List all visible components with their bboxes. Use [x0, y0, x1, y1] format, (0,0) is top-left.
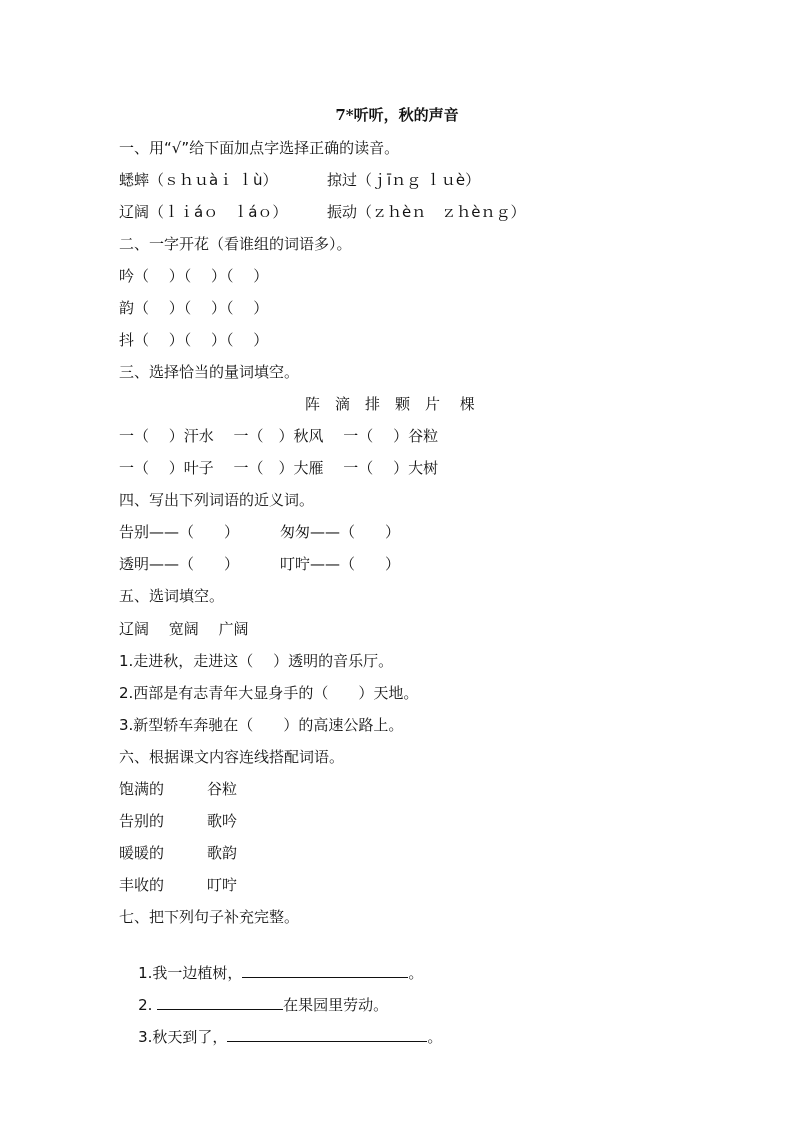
- page-title: 7*听听，秋的声音: [335, 106, 459, 124]
- s6-right-1: 谷粒: [207, 780, 238, 798]
- s1-item-2a: 辽阔（ｌｉáｏ ｌáｏ）: [119, 203, 288, 221]
- s5-question-1: 1.走进秋，走进这（ ）透明的音乐厅。: [119, 652, 394, 670]
- s5-question-3: 3.新型轿车奔驰在（ ）的高速公路上。: [119, 716, 404, 734]
- s4-item-1a: 告别——（ ）: [119, 523, 240, 541]
- section3-heading: 三、选择恰当的量词填空。: [119, 363, 300, 381]
- s4-item-1b: 匆匆——（ ）: [280, 523, 401, 541]
- section7-heading: 七、把下列句子补充完整。: [119, 908, 300, 926]
- s7-q1-suffix: 。: [408, 964, 424, 982]
- s4-item-2b: 叮咛——（ ）: [280, 555, 401, 573]
- s6-right-3: 歌韵: [207, 844, 238, 862]
- s4-item-2a: 透明——（ ）: [119, 555, 240, 573]
- s7-q3-suffix: 。: [427, 1028, 443, 1046]
- section4-heading: 四、写出下列词语的近义词。: [119, 491, 315, 509]
- s7-q3-prefix: 3.秋天到了，: [138, 1028, 228, 1046]
- s7-question-3: [119, 1001, 442, 1073]
- s6-left-1: 饱满的: [119, 780, 165, 798]
- s2-row-3: 抖（ ）（ ）（ ）: [119, 331, 269, 349]
- s6-left-2: 告别的: [119, 812, 165, 830]
- s5-question-2: 2.西部是有志青年大显身手的（ ）天地。: [119, 684, 419, 702]
- s1-item-2b: 振动（ｚｈèｎ ｚｈèｎｇ）: [327, 203, 526, 221]
- s2-row-1: 吟（ ）（ ）（ ）: [119, 267, 269, 285]
- s6-left-3: 暖暖的: [119, 844, 165, 862]
- s7-q2-suffix: 在果园里劳动。: [283, 996, 389, 1014]
- s6-left-4: 丰收的: [119, 876, 165, 894]
- s3-row-2: 一（ ）叶子 一（ ）大雁 一（ ）大树: [119, 459, 439, 477]
- s7-q3-answer-blank[interactable]: [227, 1025, 427, 1042]
- s3-row-1: 一（ ）汗水 一（ ）秋风 一（ ）谷粒: [119, 427, 439, 445]
- section6-heading: 六、根据课文内容连线搭配词语。: [119, 748, 345, 766]
- section2-heading: 二、一字开花（看谁组的词语多）。: [119, 235, 352, 253]
- section5-heading: 五、选词填空。: [119, 587, 225, 605]
- s7-q2-prefix: 2.: [138, 996, 158, 1014]
- s3-word-options: 阵 滴 排 颗 片 棵: [305, 395, 475, 413]
- s6-right-2: 歌吟: [207, 812, 238, 830]
- s2-row-2: 韵（ ）（ ）（ ）: [119, 299, 269, 317]
- s1-item-1b: 掠过（ｊīｎｇ ｌｕè）: [327, 171, 481, 189]
- section1-heading: 一、用“√”给下面加点字选择正确的读音。: [119, 139, 400, 157]
- s7-q1-prefix: 1.我一边植树，: [138, 964, 243, 982]
- s1-item-1a: 蟋蟀（ｓｈｕàｉ ｌù）: [119, 171, 278, 189]
- s6-right-4: 叮咛: [207, 876, 238, 894]
- s5-word-options: 辽阔 宽阔 广阔: [119, 620, 249, 638]
